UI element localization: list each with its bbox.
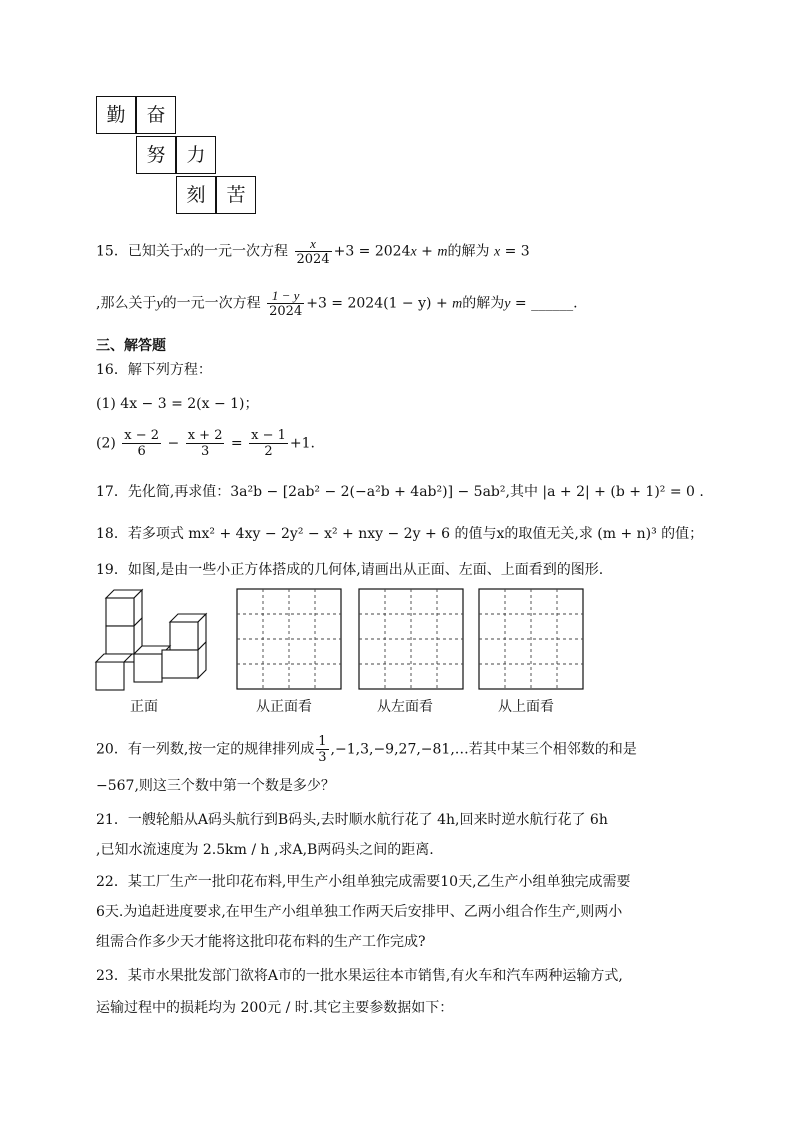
caption-top-view: 从上面看 [498, 699, 554, 715]
q22-line1: 22．某工厂生产一批印花布料,甲生产小组单独完成需要10天,乙生产小组单独完成需要 [96, 874, 631, 890]
q15-line2-mid: 的一元一次方程 [162, 295, 261, 312]
q15-rhs1-var: x [410, 244, 417, 260]
q16-frac1 [122, 428, 161, 459]
q15-ans-var: y [504, 296, 511, 312]
q16-frac1-num: x − 2 [124, 428, 160, 443]
q19-text: 19．如图,是由一些小正方体搭成的几何体,请画出从正面、左面、上面看到的图形. [96, 562, 604, 578]
q16-frac2 [186, 428, 225, 459]
q17-text: 17．先化简,再求值：3a²b − [2ab² − 2(−a²b + 4ab²)] − 5ab²,其中 |a + 2| + (b + 1)² = 0 . [96, 484, 704, 500]
section-title: 三、解答题 [96, 338, 166, 354]
q15-line1 [96, 236, 530, 267]
q15-rhs1-m: m [437, 244, 448, 260]
q15-rhs1-tail: + [416, 243, 438, 260]
q15-frac1-den: 2024 [296, 252, 330, 267]
q15-frac2 [267, 288, 304, 319]
q16-part2-label: (2) [96, 435, 116, 452]
q15-prefix: 15．已知关于 [96, 243, 184, 260]
q16-frac3-num: x − 1 [251, 428, 286, 443]
q15-line2-prefix: ,那么关于 [96, 295, 157, 312]
q15-frac2-num: 1 − y [267, 288, 304, 304]
caption-front-view: 从正面看 [256, 699, 312, 715]
q15-frac1-num: x [295, 236, 332, 252]
q20-frac-den: 3 [318, 750, 327, 765]
q15-line2 [96, 288, 578, 319]
q20-line2: −567,则这三个数中第一个数是多少？ [96, 778, 335, 794]
net-cell: 力 [176, 136, 216, 174]
q15-sol: x [493, 244, 501, 260]
net-cell: 努 [136, 136, 176, 174]
q16-frac3-den: 2 [264, 444, 273, 459]
q15-mid1: 的一元一次方程 [190, 243, 289, 260]
q22-line3: 组需合作多少天才能将这批印花布料的生产工作完成? [96, 934, 426, 950]
q20-prefix: 20．有一列数,按一定的规律排列成 [96, 741, 315, 758]
q16-tail: +1. [289, 435, 315, 452]
net-cell: 刻 [176, 176, 216, 214]
q15-rhs2-m: m [452, 296, 463, 312]
caption-front: 正面 [130, 699, 158, 715]
q20-line1 [96, 734, 637, 765]
q20-tail: ,−1,3,−9,27,−81,…若其中某三个相邻数的和是 [330, 741, 637, 758]
cube-figure [94, 588, 214, 694]
q18-text: 18．若多项式 mx² + 4xy − 2y² − x² + nxy − 2y + 6 的值与x的取值无关,求 (m + n)³ 的值； [96, 526, 704, 542]
caption-left-view: 从左面看 [377, 699, 433, 715]
net-cell: 勤 [96, 96, 136, 134]
q16-op1: − [167, 435, 180, 452]
q15-var-y: y [156, 296, 163, 312]
q15-rhs2: +3 = 2024(1 − y) + [306, 295, 453, 312]
q22-line2: 6天.为追赶进度要求,在甲生产小组单独工作两天后安排甲、乙两小组合作生产,则两小 [96, 904, 623, 920]
q16-frac2-den: 3 [200, 444, 210, 459]
q15-frac2-den: 2024 [269, 304, 303, 319]
q16-frac1-den: 6 [137, 444, 146, 459]
q16-frac2-num: x + 2 [187, 428, 223, 443]
q16-title: 16．解下列方程： [96, 362, 212, 378]
q16-frac3 [249, 428, 288, 459]
q15-end: . [573, 295, 578, 312]
net-cell: 苦 [216, 176, 256, 214]
q15-rhs1: +3 = 2024 [333, 243, 411, 260]
q15-answer-blank: ______ [531, 295, 574, 312]
q20-frac-num: 1 [318, 734, 327, 749]
left-view-grid[interactable] [358, 588, 464, 690]
q21-line2: ,已知水流速度为 2.5km / h ,求A,B两码头之间的距离. [96, 842, 434, 858]
q15-var-x: x [183, 244, 191, 260]
q16-op2: = [230, 435, 243, 452]
q16-part1: (1) 4x − 3 = 2(x − 1)； [96, 396, 259, 412]
q16-part2 [96, 428, 315, 459]
q15-ans-eq: = [510, 295, 532, 312]
q15-mid2: 的解为 [447, 243, 490, 260]
net-cell: 奋 [136, 96, 176, 134]
q20-frac [316, 734, 328, 765]
q15-sol-val: = 3 [500, 243, 530, 260]
q23-line2: 运输过程中的损耗均为 200元 / 时.其它主要参数据如下： [96, 1000, 454, 1016]
q15-line2-tail: 的解为 [462, 295, 505, 312]
q21-line1: 21．一艘轮船从A码头航行到B码头,去时顺水航行花了 4h,回来时逆水航行花了 6h [96, 812, 608, 828]
q23-line1: 23．某市水果批发部门欲将A市的一批水果运往本市销售,有火车和汽车两种运输方式, [96, 968, 623, 984]
front-view-grid[interactable] [236, 588, 342, 690]
top-view-grid[interactable] [478, 588, 584, 690]
q15-frac1 [295, 236, 332, 267]
